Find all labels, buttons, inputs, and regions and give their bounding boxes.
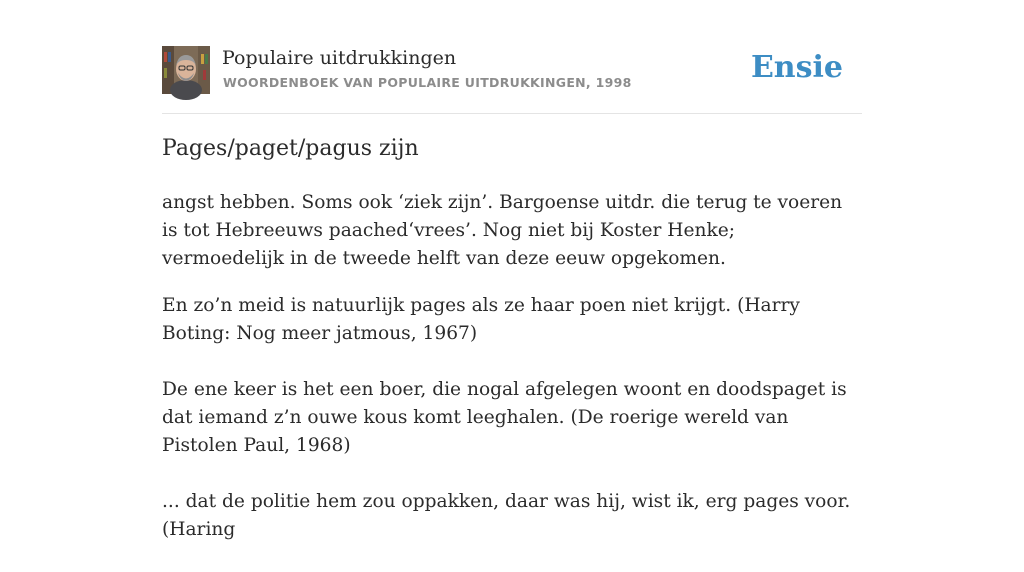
source-title[interactable]: Populaire uitdrukkingen — [222, 47, 457, 69]
entry-quote: De ene keer is het een boer, die nogal afgelegen woont en doodspaget is dat iemand z’n ouwe kous komt leeghalen. (De roerige wereld van Pistolen Paul, 1968) — [162, 379, 847, 456]
entry-definition: angst hebben. Soms ook ‘ziek zijn’. Bargoense uitdr. die terug te voeren is tot Hebreeuws paached‘vrees’. Nog niet bij Koster Henke; vermoedelijk in de tweede helft van deze eeuw opgekomen. — [162, 192, 843, 269]
entry-title: Pages/paget/pagus zijn — [162, 136, 419, 161]
source-header — [162, 46, 862, 96]
ensie-logo-link[interactable]: Ensie — [750, 50, 843, 85]
author-avatar[interactable] — [162, 46, 210, 94]
source-subtitle: WOORDENBOEK VAN POPULAIRE UITDRUKKINGEN, 1998 — [223, 75, 632, 90]
entry-body — [162, 189, 862, 572]
entry-quote: ... dat de politie hem zou oppakken, daar was hij, wist ik, erg pages voor. (Haring — [162, 491, 851, 540]
header-divider — [162, 113, 862, 114]
entry-quote: En zo’n meid is natuurlijk pages als ze haar poen niet krijgt. (Harry Boting: Nog meer jatmous, 1967) — [162, 295, 800, 344]
